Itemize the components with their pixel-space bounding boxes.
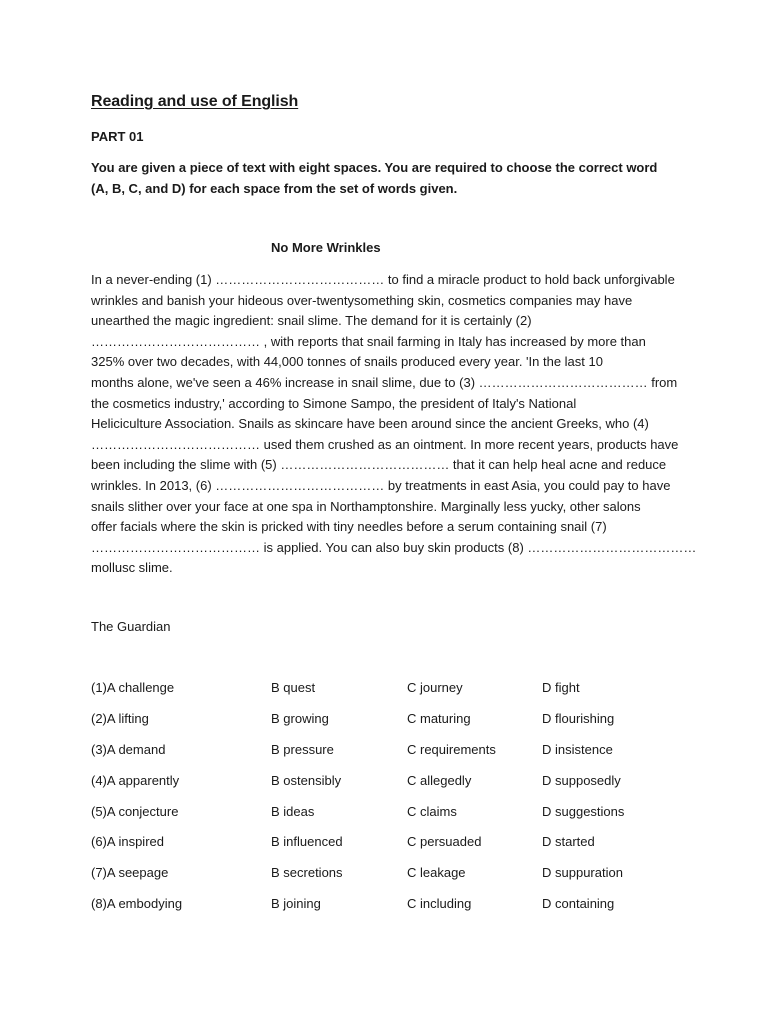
passage-line: wrinkles and banish your hideous over-twentysomething skin, cosmetics companies may have [91,292,633,308]
passage-line: mollusc slime. [91,560,173,576]
option-a: (4)A apparently [91,772,180,788]
instructions-line-2: (A, B, C, and D) for each space from the set of words given. [91,181,458,196]
option-b: B ostensibly [271,772,342,788]
passage-line: unearthed the magic ingredient: snail slime. The demand for it is certainly (2) [91,313,532,329]
option-b: B quest [271,680,316,695]
passage-line: ………………………………… used them crushed as an ointment. In more recent years, products have [91,436,679,452]
passage-line: snails slither over your face at one spa in Northamptonshire. Marginally less yucky, other salons [91,498,641,514]
passage-line: wrinkles. In 2013, (6) ………………………………… by treatments in east Asia, you could pay to have [91,477,671,493]
option-a: (5)A conjecture [91,803,179,819]
option-c: C maturing [407,710,471,726]
instructions [91,157,691,199]
option-d: D fight [542,680,580,695]
option-d: D suppuration [542,865,623,881]
option-c: C claims [407,803,457,819]
option-row [91,680,691,711]
option-d: D supposedly [542,772,621,788]
option-row [91,865,691,896]
option-b: B ideas [271,803,315,819]
option-a: (2)A lifting [91,710,149,726]
passage [91,270,697,579]
option-c: C persuaded [407,834,482,850]
part-label: PART 01 [91,129,144,144]
option-c: C including [407,896,472,912]
option-row [91,804,691,835]
passage-line: Heliciculture Association. Snails as skincare have been around since the ancient Greeks, who (4) [91,416,649,432]
option-row [91,742,691,773]
option-row [91,711,691,742]
option-d: D containing [542,896,615,912]
passage-line: 325% over two decades, with 44,000 tonnes of snails produced every year. 'In the last 10 [91,354,603,370]
option-d: D flourishing [542,710,615,726]
option-b: B joining [271,896,321,912]
source-credit: The Guardian [91,619,171,634]
passage-line: In a never-ending (1) ………………………………… to find a miracle product to hold back unforgivable [91,272,675,287]
option-c: C allegedly [407,772,472,788]
passage-line: been including the slime with (5) ………………………………… that it can help heal acne and reduce [91,457,667,473]
option-b: B pressure [271,741,334,757]
option-b: B growing [271,710,329,726]
option-b: B secretions [271,865,343,881]
option-c: C leakage [407,865,466,881]
passage-line: months alone, we've seen a 46% increase in snail slime, due to (3) ………………………………… from [91,374,678,390]
option-b: B influenced [271,834,343,850]
instructions-line-1: You are given a piece of text with eight spaces. You are required to choose the correct word [91,160,658,175]
passage-title: No More Wrinkles [271,240,381,255]
option-d: D started [542,834,595,850]
option-d: D suggestions [542,803,625,819]
passage-line: offer facials where the skin is pricked with tiny needles before a serum containing snail (7) [91,519,607,535]
option-row [91,773,691,804]
passage-line: ………………………………… , with reports that snail farming in Italy has increased by more than [91,333,646,349]
passage-line: the cosmetics industry,' according to Simone Sampo, the president of Italy's National [91,395,577,411]
passage-line: ………………………………… is applied. You can also buy skin products (8) ………………………………… [91,539,697,555]
option-a: (1)A challenge [91,680,175,695]
option-row [91,834,691,865]
document-heading: Reading and use of English [91,93,299,110]
option-a: (3)A demand [91,741,166,757]
option-a: (6)A inspired [91,834,164,850]
option-c: C requirements [407,741,496,757]
option-c: C journey [407,680,463,695]
option-a: (7)A seepage [91,865,169,881]
option-row [91,896,691,927]
option-d: D insistence [542,741,613,757]
answer-options [91,680,691,927]
option-a: (8)A embodying [91,896,183,912]
